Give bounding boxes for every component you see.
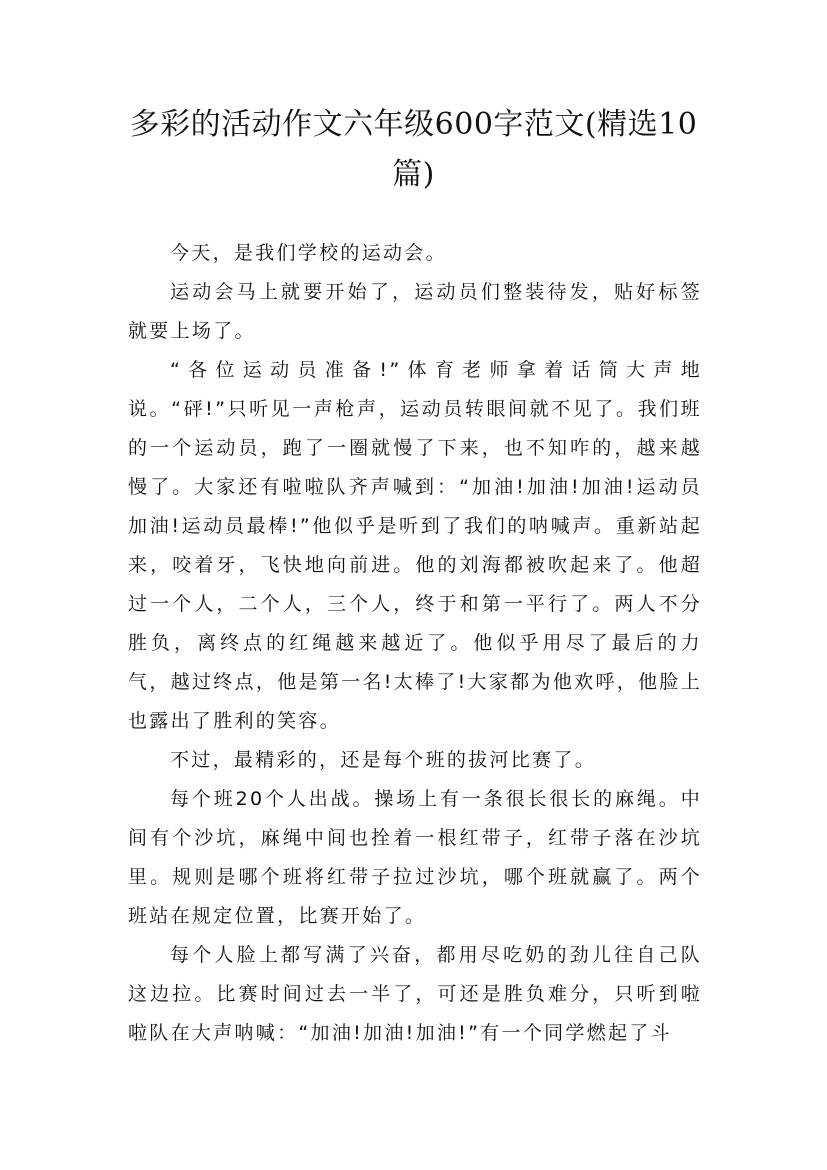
paragraph: 运动会马上就要开始了，运动员们整装待发，贴好标签就要上场了。: [128, 281, 702, 342]
article-body: [128, 234, 702, 1053]
page-title: 多彩的活动作文六年级600字范文(精选10篇): [129, 107, 698, 192]
paragraph: 每个人脸上都写满了兴奋，都用尽吃奶的劲儿往自己队这边拉。比赛时间过去一半了，可还是胜负难分，只听到啦啦队在大声呐喊：“加油!加油!加油!”有一个同学燃起了斗: [128, 944, 702, 1044]
paragraph: 不过，最精彩的，还是每个班的拔河比赛了。: [170, 749, 597, 771]
paragraph: 今天，是我们学校的运动会。: [170, 242, 447, 264]
paragraph: 每个班20个人出战。操场上有一条很长很长的麻绳。中间有个沙坑，麻绳中间也拴着一根红带子，红带子落在沙坑里。规则是哪个班将红带子拉过沙坑，哪个班就赢了。两个班站在规定位置，比赛开始了。: [128, 788, 702, 927]
paragraph: “各位运动员准备!”体育老师拿着话筒大声地说。“砰!”只听见一声枪声，运动员转眼间就不见了。我们班的一个运动员，跑了一圈就慢了下来，也不知咋的，越来越慢了。大家还有啦啦队齐声喊到：“加油!加油!加油!运动员加油!运动员最棒!”他似乎是听到了我们的呐喊声。重新站起来，咬着牙，飞快地向前进。他的刘海都被吹起来了。他超过一个人，二个人，三个人，终于和第一平行了。两人不分胜负，离终点的红绳越来越近了。他似乎用尽了最后的力气，越过终点，他是第一名!太棒了!大家都为他欢呼，他脸上也露出了胜利的笑容。: [128, 359, 702, 732]
